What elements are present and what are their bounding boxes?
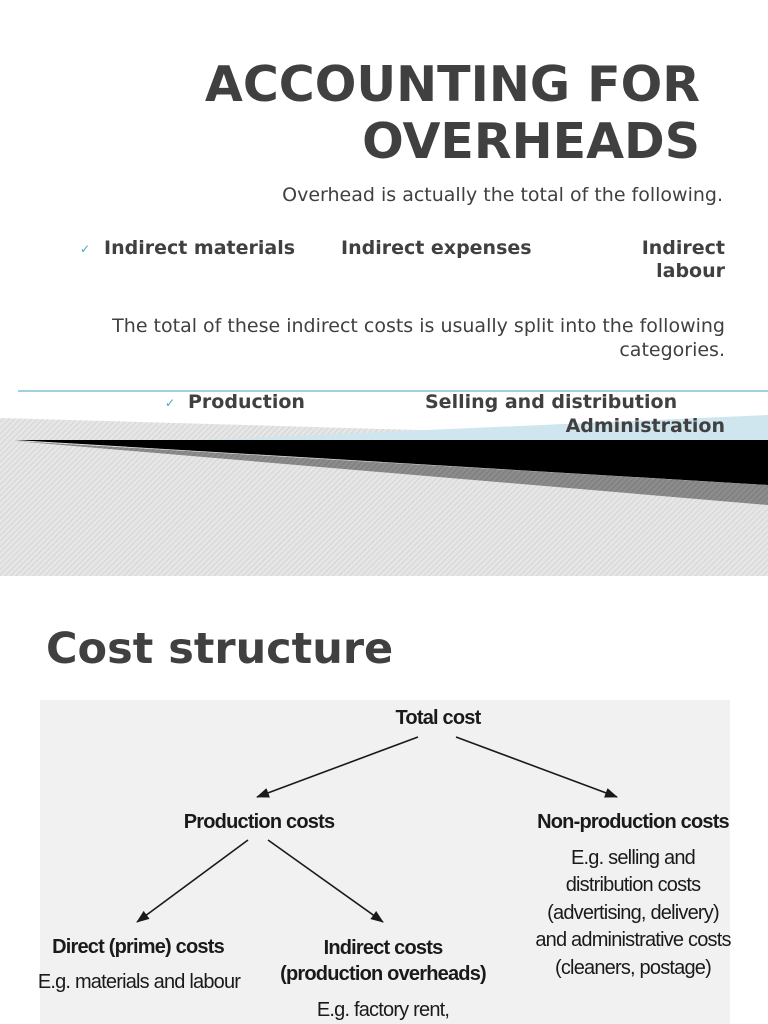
non-production-examples (518, 845, 748, 982)
node-total-cost: Total cost (395, 707, 481, 729)
arrow-total-to-non-production (456, 737, 617, 797)
example-line: (advertising, delivery) (547, 901, 719, 924)
slide-title (100, 56, 700, 170)
title-line-1: ACCOUNTING FOR (204, 56, 700, 113)
bullet-item-indirect-materials: Indirect materials (104, 237, 296, 259)
node-production-costs: Production costs (183, 811, 335, 833)
indirect-costs-label: Indirect costs (323, 937, 443, 959)
check-icon (80, 242, 90, 256)
bullet-item-indirect-labour: Indirect labour (641, 237, 725, 282)
cost-structure-diagram (37, 700, 731, 1024)
arrow-production-to-direct (137, 840, 248, 922)
slide-title: Cost structure (46, 624, 394, 674)
indirect-costs-example: E.g. factory rent, (316, 999, 450, 1021)
intro-text: Overhead is actually the total of the following. (282, 184, 723, 206)
bullet-item-administration: Administration (565, 415, 725, 437)
indirect-costs-sublabel: (production overheads) (280, 963, 486, 985)
example-line: distribution costs (565, 874, 701, 897)
example-line: E.g. selling and (571, 847, 695, 869)
node-indirect-costs (273, 935, 493, 987)
check-icon (165, 396, 175, 410)
split-text: The total of these indirect costs is usually split into the following categories. (112, 315, 725, 361)
example-line: and administrative costs (535, 929, 731, 952)
arrow-production-to-indirect (268, 840, 383, 922)
arrow-total-to-production (257, 737, 418, 797)
slide-cost-structure (0, 576, 768, 1024)
title-line-2: OVERHEADS (362, 113, 700, 170)
node-non-production-costs: Non-production costs (537, 811, 729, 833)
bullet-item-indirect-expenses: Indirect expenses (341, 237, 532, 259)
bullet-item-selling-and-distribution: Selling and distribution (425, 391, 678, 413)
example-line: (cleaners, postage) (554, 956, 711, 979)
direct-costs-example: E.g. materials and labour (37, 971, 241, 993)
node-direct-prime-costs: Direct (prime) costs (52, 936, 224, 958)
bullet-item-production: Production (188, 391, 305, 413)
